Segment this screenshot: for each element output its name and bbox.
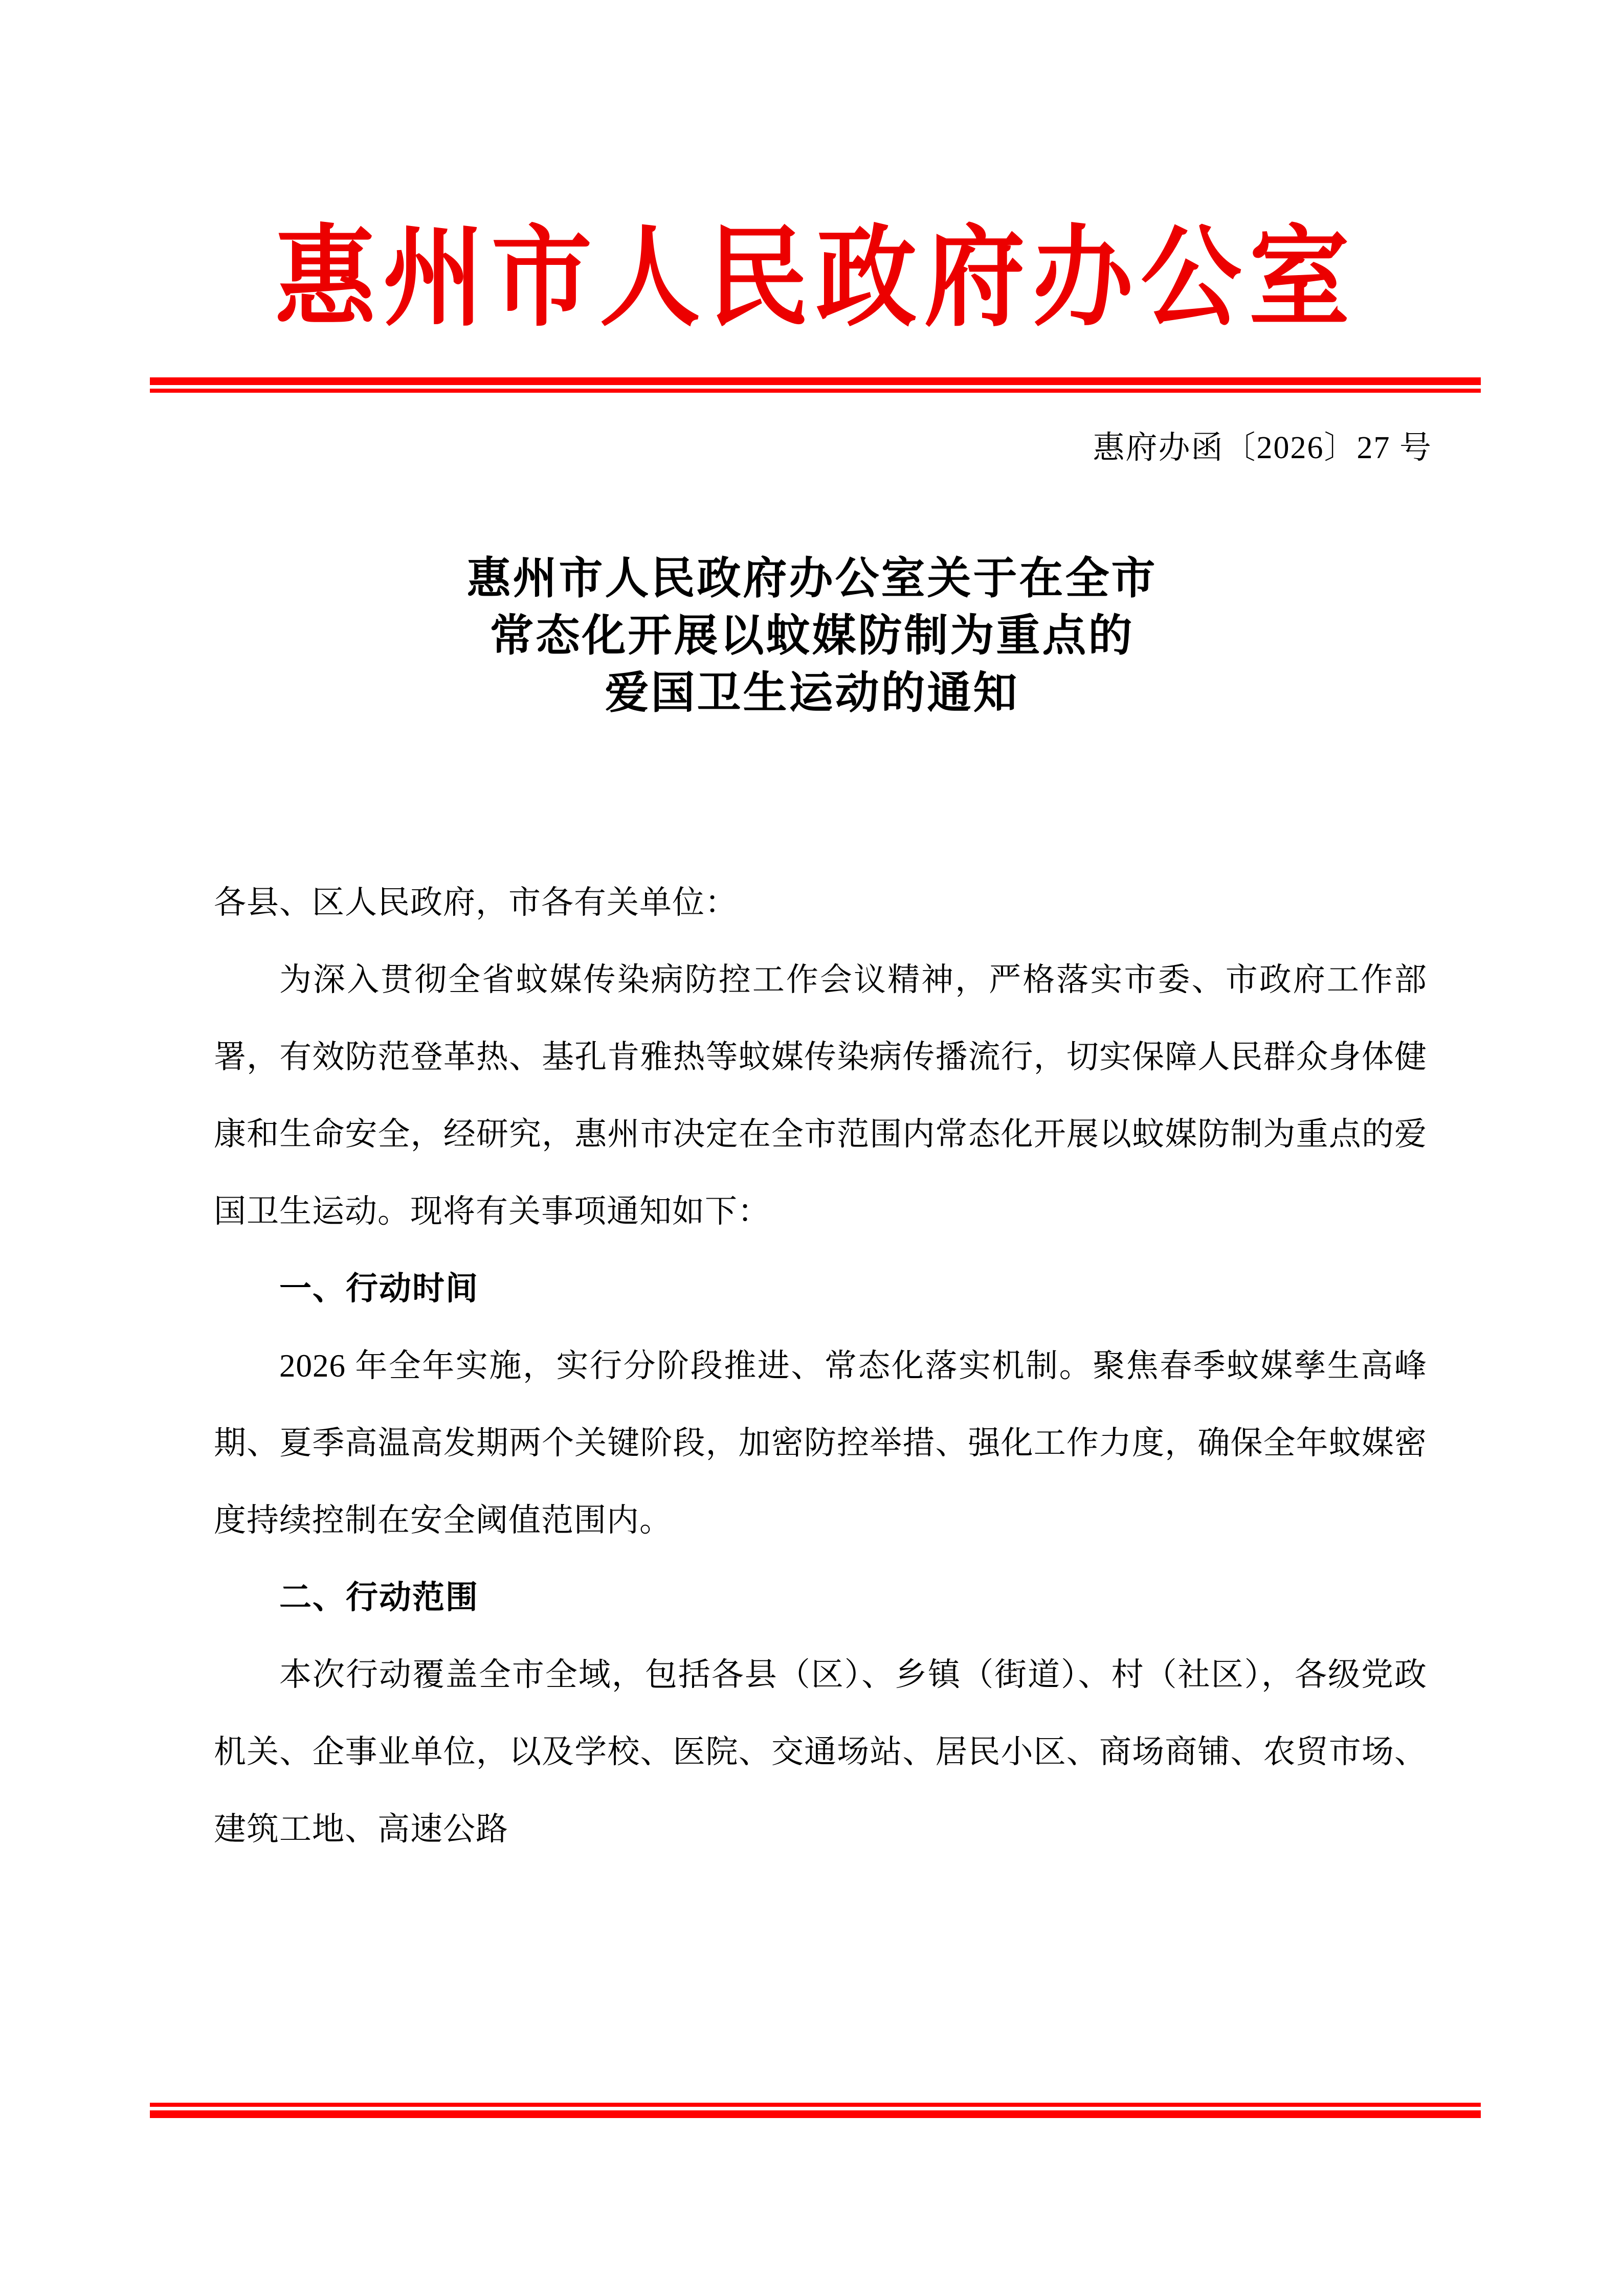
- issuing-agency-title: 惠州市人民政府办公室: [274, 218, 1357, 340]
- intro-paragraph: 为深入贯彻全省蚊媒传染病防控工作会议精神，严格落实市委、市政府工作部署，有效防范登革热、基孔肯雅热等蚊媒传染病传播流行，切实保障人民群众身体健康和生命安全，经研究，惠州市决定在全市范围内常态化开展以蚊媒防制为重点的爱国卫生运动。现将有关事项通知如下：: [214, 962, 1427, 1229]
- header-double-rule: [150, 377, 1481, 393]
- footer-double-rule: [150, 2103, 1481, 2118]
- page-title-line-3: 爱国卫生运动的通知: [605, 668, 1019, 717]
- header-rule-thick-line: [150, 377, 1481, 385]
- footer-rule-thin-line: [150, 2103, 1481, 2107]
- section-heading-1: 一、行动时间: [279, 1271, 479, 1307]
- section-2-body: 本次行动覆盖全市全域，包括各县（区）、乡镇（街道）、村（社区），各级党政机关、企事业单位，以及学校、医院、交通场站、居民小区、商场商铺、农贸市场、建筑工地、高速公路: [214, 1657, 1427, 1847]
- header-rule-gap: [150, 385, 1481, 389]
- page-title: [0, 550, 1624, 722]
- footer-rule-thick-line: [150, 2110, 1481, 2118]
- document-number: 惠府办函〔2026〕27 号: [1093, 431, 1432, 465]
- section-heading-2: 二、行动范围: [279, 1580, 479, 1615]
- masthead: [0, 220, 1624, 338]
- footer-rule-gap: [150, 2107, 1481, 2110]
- document-body: [214, 864, 1427, 1868]
- page-title-line-1: 惠州市人民政府办公室关于在全市: [466, 554, 1158, 603]
- header-rule-thin-line: [150, 389, 1481, 393]
- section-1-body: 2026 年全年实施，实行分阶段推进、常态化落实机制。聚焦春季蚊媒孳生高峰期、夏季高温高发期两个关键阶段，加密防控举措、强化工作力度，确保全年蚊媒密度持续控制在安全阈值范围内。: [214, 1348, 1427, 1538]
- salutation: 各县、区人民政府，市各有关单位：: [214, 885, 738, 920]
- page-title-line-2: 常态化开展以蚊媒防制为重点的: [490, 611, 1134, 660]
